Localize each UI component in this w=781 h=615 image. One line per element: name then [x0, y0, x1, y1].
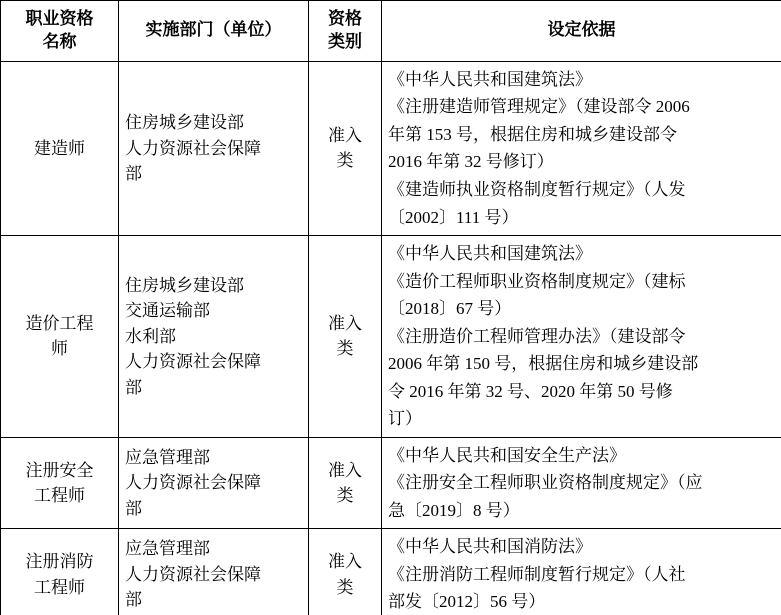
column-header-department: 实施部门（单位） — [119, 1, 309, 62]
legal-basis: 《中华人民共和国消防法》 《注册消防工程师制度暂行规定》（人社 部发〔2012〕56 号） — [382, 529, 781, 615]
qualification-name: 注册消防 工程师 — [1, 529, 119, 615]
qualification-name: 造价工程 师 — [1, 236, 119, 438]
legal-basis: 《中华人民共和国建筑法》 《造价工程师职业资格制度规定》（建标 〔2018〕67 号） 《注册造价工程师管理办法》（建设部令 2006 年第 150 号，根据住房和城乡建设部 令 2016 年第 32 号、2020 年第 50 号修 订） — [382, 236, 781, 438]
table-header-row — [1, 1, 781, 62]
qualification-category: 准入 类 — [309, 236, 382, 438]
table-row — [1, 236, 781, 438]
qualification-category: 准入 类 — [309, 437, 382, 529]
table-header — [1, 1, 781, 62]
column-header-name: 职业资格 名称 — [1, 1, 119, 62]
qualification-category: 准入 类 — [309, 529, 382, 615]
column-header-category: 资格 类别 — [309, 1, 382, 62]
legal-basis: 《中华人民共和国建筑法》 《注册建造师管理规定》（建设部令 2006 年第 153 号，根据住房和城乡建设部令 2016 年第 32 号修订） 《建造师执业资格制度暂行规定》（人发 〔2002〕111 号） — [382, 61, 781, 235]
qualification-category: 准入 类 — [309, 61, 382, 235]
implementing-department: 应急管理部 人力资源社会保障 部 — [119, 437, 309, 529]
implementing-department: 住房城乡建设部 人力资源社会保障 部 — [119, 61, 309, 235]
table-row — [1, 529, 781, 615]
qualification-name: 注册安全 工程师 — [1, 437, 119, 529]
column-header-basis: 设定依据 — [382, 1, 781, 62]
table-body — [1, 61, 781, 615]
implementing-department: 住房城乡建设部 交通运输部 水利部 人力资源社会保障 部 — [119, 236, 309, 438]
qualification-name: 建造师 — [1, 61, 119, 235]
table-row — [1, 437, 781, 529]
table-row — [1, 61, 781, 235]
implementing-department: 应急管理部 人力资源社会保障 部 — [119, 529, 309, 615]
legal-basis: 《中华人民共和国安全生产法》 《注册安全工程师职业资格制度规定》（应 急〔2019〕8 号） — [382, 437, 781, 529]
